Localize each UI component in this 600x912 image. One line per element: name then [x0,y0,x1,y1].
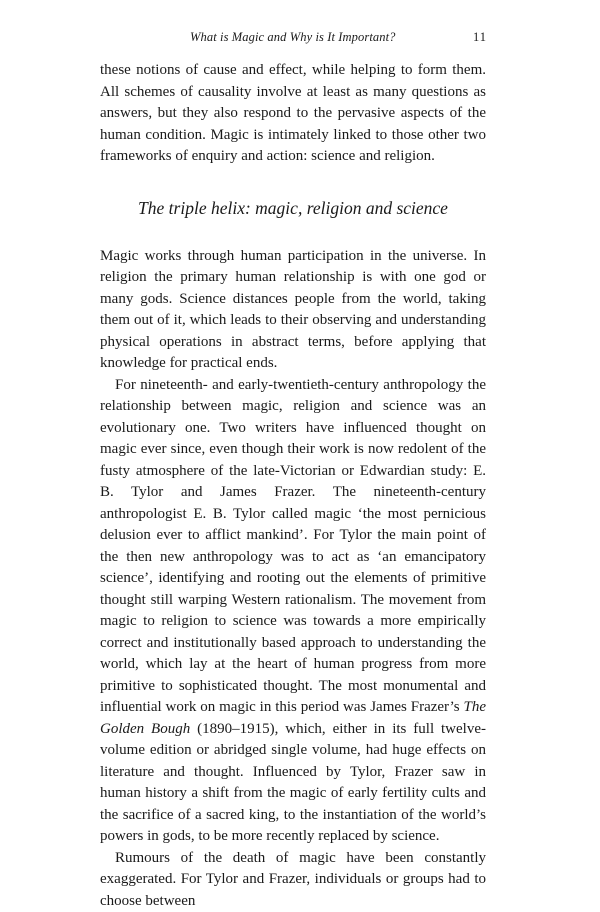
paragraph-tylor-frazer [100,375,486,848]
paragraph-tylor-frazer-text-1: For nineteenth- and early-twentieth-century anthropology the relationship between magic, religion and science was an evolutionary one. Two writers have influenced thought on magic ever since, even though their work is now redolent of the fusty atmosphere of the late-Victorian or Edwardian study: E. B. Tylor and James Frazer. The nineteenth-century anthropologist E. B. Tylor called magic ‘the most pernicious delusion ever to afflict mankind’. For Tylor the main point of the then new anthropology was to act as ‘an emancipatory science’, identifying and rooting out the elements of primitive thought still warping Western rationalism. The movement from magic to religion to science was towards a more empirically correct and institutionally based approach to understanding the world, which lay at the heart of human progress from more primitive to sophisticated thought. The most monumental and influential work on magic in this period was James Frazer’s [100,377,486,716]
paragraph-tylor-frazer-text-2: (1890–1915), which, either in its full twelve-volume edition or abridged single volume, had huge effects on literature and thought. Influenced by Tylor, Frazer saw in human history a shift from the magic of early fertility cults and the sacrifice of a sacred king, to the instantiation of the world’s powers in gods, to be more recently replaced by science. [100,721,486,845]
page-number: 11 [473,30,487,45]
paragraph-rumours: Rumours of the death of magic have been constantly exaggerated. For Tylor and Frazer, individuals or groups had to choose between [100,848,486,912]
body-text [100,60,486,912]
paragraph-participation: Magic works through human participation in the universe. In religion the primary human relationship is with one god or many gods. Science distances people from the world, taking them out of it, which leads to their observing and understanding physical operations in abstract terms, before applying that knowledge for practical ends. [100,246,486,375]
section-heading: The triple helix: magic, religion and science [100,197,486,219]
running-head [0,30,600,50]
paragraph-continuation: these notions of cause and effect, while helping to form them. All schemes of causality involve at least as many questions as answers, but they also respond to the pervasive aspects of the human condition. Magic is intimately linked to those other two frameworks of enquiry and action: science and religion. [100,60,486,168]
book-title-golden-bough: The Golden Bough [100,699,486,737]
running-head-title: What is Magic and Why is It Important? [190,30,396,45]
